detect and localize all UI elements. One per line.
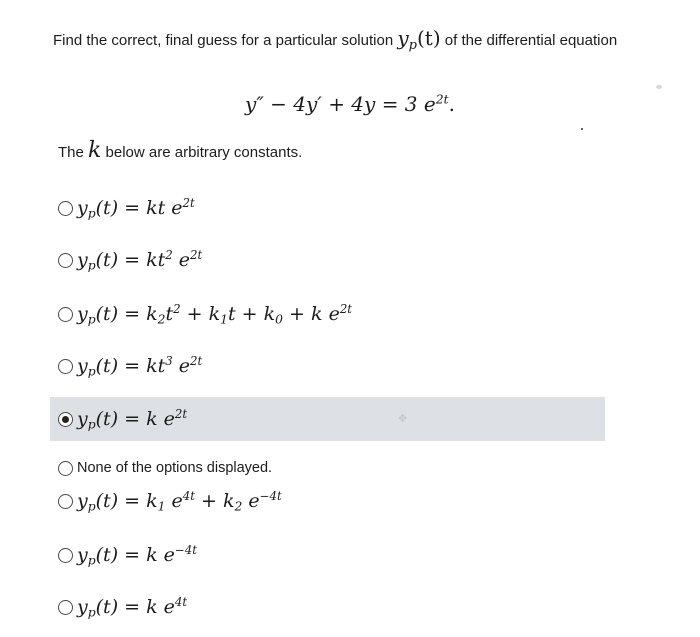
option-7-e2: −4t bbox=[259, 488, 282, 503]
option-5-mid: (t) = k e bbox=[95, 408, 175, 430]
yp-argument: (t) bbox=[416, 26, 441, 50]
decorative-speck bbox=[656, 85, 662, 89]
option-3-e1: 2 bbox=[173, 301, 181, 316]
option-7-e1: 4t bbox=[182, 488, 195, 503]
option-4[interactable] bbox=[50, 344, 605, 388]
option-7[interactable] bbox=[50, 479, 605, 523]
option-8-y: y bbox=[77, 544, 88, 566]
option-3-label bbox=[77, 303, 352, 325]
option-1-mid: (t) = kt e bbox=[95, 197, 183, 219]
option-5-label bbox=[77, 408, 187, 430]
option-8-mid: (t) = k e bbox=[95, 544, 175, 566]
option-3-s2: 1 bbox=[220, 312, 228, 327]
option-1-label bbox=[77, 197, 195, 219]
radio-button-4[interactable] bbox=[58, 359, 73, 374]
option-3-exp: 2t bbox=[339, 301, 353, 316]
question-yp-symbol bbox=[397, 26, 441, 53]
option-7-label bbox=[77, 490, 282, 512]
question-text bbox=[53, 26, 653, 53]
option-3[interactable] bbox=[50, 292, 605, 336]
radio-button-8[interactable] bbox=[58, 548, 73, 563]
option-2-mid: (t) = kt bbox=[95, 249, 166, 271]
option-2-exp: 2t bbox=[190, 247, 203, 262]
option-1-y: y bbox=[77, 197, 88, 219]
yp-letter: y bbox=[397, 26, 409, 50]
equation-period: . bbox=[448, 92, 455, 116]
radio-button-7[interactable] bbox=[58, 494, 73, 509]
question-text-before: Find the correct, final guess for a particular solution bbox=[53, 32, 398, 49]
option-8[interactable] bbox=[50, 533, 605, 577]
radio-button-3[interactable] bbox=[58, 307, 73, 322]
option-2-y: y bbox=[77, 249, 88, 271]
option-3-p2: t bbox=[165, 303, 174, 325]
equation-lhs: y″ − 4y′ + 4y = 3 bbox=[245, 92, 418, 116]
equation-e: e bbox=[423, 92, 436, 116]
option-9-mid: (t) = k e bbox=[95, 596, 175, 618]
option-4-mid: (t) = kt bbox=[95, 355, 166, 377]
question-text-after: of the differential equation bbox=[440, 32, 618, 49]
option-9-exp: 4t bbox=[174, 594, 188, 609]
option-8-exp: −4t bbox=[174, 542, 197, 557]
radio-button-2[interactable] bbox=[58, 253, 73, 268]
option-2-exp1: 2 bbox=[165, 247, 173, 262]
constants-note bbox=[58, 138, 302, 163]
option-4-exp: 2t bbox=[190, 353, 203, 368]
option-9-sub: p bbox=[87, 605, 96, 620]
option-4-mid2: e bbox=[172, 355, 191, 377]
option-8-label bbox=[77, 544, 197, 566]
option-7-s2: 2 bbox=[234, 499, 243, 514]
option-3-p3: + k bbox=[180, 303, 221, 325]
option-7-p4: e bbox=[242, 490, 260, 512]
option-5-y: y bbox=[77, 408, 88, 430]
option-5-exp: 2t bbox=[174, 406, 188, 421]
option-5[interactable] bbox=[50, 397, 605, 441]
option-7-y: y bbox=[77, 490, 88, 512]
radio-button-5[interactable] bbox=[58, 412, 73, 427]
option-7-p2: e bbox=[165, 490, 183, 512]
option-7-s1: 1 bbox=[157, 499, 166, 514]
option-5-sub: p bbox=[87, 417, 96, 432]
option-9[interactable] bbox=[50, 585, 605, 629]
note-k: k bbox=[88, 138, 102, 163]
option-2-mid2: e bbox=[172, 249, 191, 271]
option-4-y: y bbox=[77, 355, 88, 377]
option-7-p1: (t) = k bbox=[95, 490, 158, 512]
option-9-y: y bbox=[77, 596, 88, 618]
note-after: below are arbitrary constants. bbox=[101, 144, 303, 161]
option-3-p4: t + k bbox=[228, 303, 276, 325]
note-before: The bbox=[58, 144, 89, 161]
option-2[interactable] bbox=[50, 238, 605, 282]
pointer-cursor-icon: ✥ bbox=[398, 413, 408, 425]
option-3-p5: + k e bbox=[283, 303, 340, 325]
option-1-exp: 2t bbox=[182, 195, 195, 210]
radio-button-1[interactable] bbox=[58, 201, 73, 216]
option-3-p1: (t) = k bbox=[95, 303, 158, 325]
radio-button-6[interactable] bbox=[58, 461, 73, 476]
option-3-s1: 2 bbox=[157, 312, 166, 327]
option-3-sub: p bbox=[87, 312, 96, 327]
yp-subscript: p bbox=[408, 37, 417, 53]
option-3-y: y bbox=[77, 303, 88, 325]
radio-selected-dot bbox=[62, 416, 69, 423]
option-9-label bbox=[77, 596, 187, 618]
option-2-sub: p bbox=[87, 258, 96, 273]
option-7-p3: + k bbox=[195, 490, 235, 512]
option-4-label bbox=[77, 355, 202, 377]
option-4-sub: p bbox=[87, 364, 96, 379]
equation-exponent: 2t bbox=[435, 91, 449, 107]
option-2-label bbox=[77, 249, 202, 271]
option-4-exp1: 3 bbox=[165, 353, 173, 368]
differential-equation bbox=[0, 92, 700, 116]
option-8-sub: p bbox=[87, 553, 96, 568]
option-7-sub: p bbox=[87, 499, 96, 514]
option-3-s3: 0 bbox=[275, 312, 284, 327]
option-1-sub: p bbox=[87, 206, 96, 221]
option-1[interactable] bbox=[50, 186, 605, 230]
radio-button-9[interactable] bbox=[58, 600, 73, 615]
decorative-dot bbox=[581, 128, 583, 130]
option-6-label: None of the options displayed. bbox=[77, 460, 273, 476]
